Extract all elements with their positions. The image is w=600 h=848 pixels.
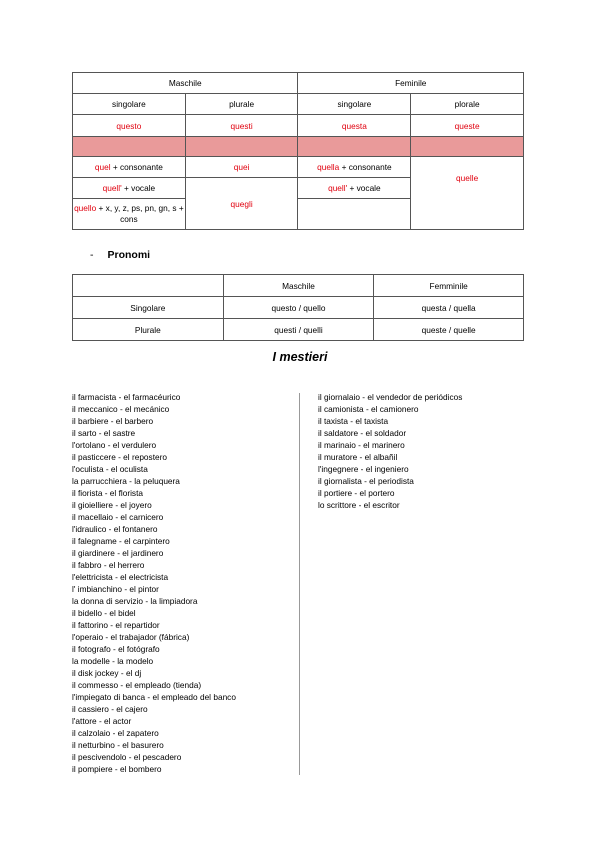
cell-quella xyxy=(298,157,411,178)
list-item: l'impiegato di banca - el empleado del banco xyxy=(72,692,236,702)
header-maschile: Maschile xyxy=(73,73,298,94)
list-item: l' imbianchino - el pintor xyxy=(72,584,159,594)
cell-masc-singolare: questo / quello xyxy=(223,297,374,319)
header-feminile: Feminile xyxy=(298,73,524,94)
form-word: quell' xyxy=(328,183,348,193)
form-rule: + consonante xyxy=(110,162,163,172)
list-item: l'idraulico - el fontanero xyxy=(72,524,158,534)
form-rule: + x, y, z, ps, pn, gn, s + cons xyxy=(96,203,184,224)
mestieri-list-right xyxy=(318,391,462,511)
cell-masc-plurale: questi / quelli xyxy=(223,319,374,341)
form-word: quello xyxy=(74,203,97,213)
cell-pink xyxy=(411,137,524,157)
list-item: la modelle - la modelo xyxy=(72,656,154,666)
header-maschile: Maschile xyxy=(223,275,374,297)
cell-quel xyxy=(73,157,186,178)
mestieri-list-left xyxy=(72,391,236,775)
list-item: l'elettricista - el electricista xyxy=(72,572,169,582)
list-item: il fotografo - el fotógrafo xyxy=(72,644,160,654)
cell-quei: quei xyxy=(185,157,298,178)
row-label-singolare: Singolare xyxy=(73,297,224,319)
list-item: il fattorino - el repartidor xyxy=(72,620,160,630)
list-item: la parrucchiera - la peluquera xyxy=(72,476,180,486)
header-femminile: Femminile xyxy=(374,275,524,297)
list-item: l'oculista - el oculista xyxy=(72,464,148,474)
cell-pink xyxy=(298,137,411,157)
subheader-fem-singolare: singolare xyxy=(298,94,411,115)
cell-quell-masc xyxy=(73,178,186,199)
form-word: quella xyxy=(317,162,340,172)
list-item: il giornalista - el periodista xyxy=(318,476,414,486)
list-item: il meccanico - el mecánico xyxy=(72,404,170,414)
list-item: il taxista - el taxista xyxy=(318,416,389,426)
pronomi-title: Pronomi xyxy=(107,249,151,261)
cell-quell-fem xyxy=(298,178,411,199)
mestieri-title: I mestieri xyxy=(272,350,328,364)
pronomi-table xyxy=(72,274,524,341)
list-item: l'attore - el actor xyxy=(72,716,132,726)
cell-empty xyxy=(298,199,411,230)
list-item: il netturbino - el basurero xyxy=(72,740,164,750)
list-item: il saldatore - el soldador xyxy=(318,428,407,438)
list-item: il farmacista - el farmacéurico xyxy=(72,392,181,402)
cell-quegli: quegli xyxy=(185,178,298,230)
list-item: il giornalaio - el vendedor de periódicos xyxy=(318,392,463,402)
list-item: il falegname - el carpintero xyxy=(72,536,170,546)
cell-pink xyxy=(185,137,298,157)
list-item: l'operaio - el trabajador (fábrica) xyxy=(72,632,190,642)
list-item: l'ingegnere - el ingeniero xyxy=(318,464,409,474)
list-item: il calzolaio - el zapatero xyxy=(72,728,159,738)
pronomi-heading xyxy=(90,249,150,261)
list-item: l'ortolano - el verdulero xyxy=(72,440,157,450)
cell-quelle: quelle xyxy=(411,157,524,230)
cell-empty xyxy=(73,275,224,297)
cell-queste: queste xyxy=(411,115,524,137)
cell-fem-plurale: queste / quelle xyxy=(374,319,524,341)
form-word: quell' xyxy=(102,183,122,193)
list-item: il barbiere - el barbero xyxy=(72,416,154,426)
list-item: il portiere - el portero xyxy=(318,488,395,498)
form-word: quel xyxy=(94,162,111,172)
bullet-dash: - xyxy=(90,249,94,261)
list-item: il commesso - el empleado (tienda) xyxy=(72,680,202,690)
cell-fem-singolare: questa / quella xyxy=(374,297,524,319)
subheader-masc-singolare: singolare xyxy=(73,94,186,115)
row-label-plurale: Plurale xyxy=(73,319,224,341)
column-divider xyxy=(299,393,300,775)
cell-questo: questo xyxy=(73,115,186,137)
form-rule: + consonante xyxy=(339,162,392,172)
subheader-fem-plorale: plorale xyxy=(411,94,524,115)
form-rule: + vocale xyxy=(347,183,381,193)
cell-quello xyxy=(73,199,186,230)
list-item: il fiorista - el florista xyxy=(72,488,144,498)
cell-questa: questa xyxy=(298,115,411,137)
list-item: il muratore - el albañil xyxy=(318,452,398,462)
list-item: il fabbro - el herrero xyxy=(72,560,145,570)
cell-questi: questi xyxy=(185,115,298,137)
list-item: il cassiero - el cajero xyxy=(72,704,148,714)
list-item: il disk jockey - el dj xyxy=(72,668,142,678)
list-item: il gioielliere - el joyero xyxy=(72,500,152,510)
list-item: il bidello - el bidel xyxy=(72,608,136,618)
list-item: il pompiere - el bombero xyxy=(72,764,162,774)
cell-pink xyxy=(73,137,186,157)
subheader-masc-plurale: plurale xyxy=(185,94,298,115)
list-item: il giardinere - el jardinero xyxy=(72,548,164,558)
form-rule: + vocale xyxy=(121,183,156,193)
list-item: lo scrittore - el escritor xyxy=(318,500,400,510)
list-item: il macellaio - el carnicero xyxy=(72,512,164,522)
list-item: il sarto - el sastre xyxy=(72,428,136,438)
demonstratives-table xyxy=(72,72,524,230)
list-item: la donna di servizio - la limpiadora xyxy=(72,596,198,606)
list-item: il pasticcere - el repostero xyxy=(72,452,167,462)
list-item: il marinaio - el marinero xyxy=(318,440,405,450)
list-item: il pescivendolo - el pescadero xyxy=(72,752,182,762)
list-item: il camionista - el camionero xyxy=(318,404,419,414)
